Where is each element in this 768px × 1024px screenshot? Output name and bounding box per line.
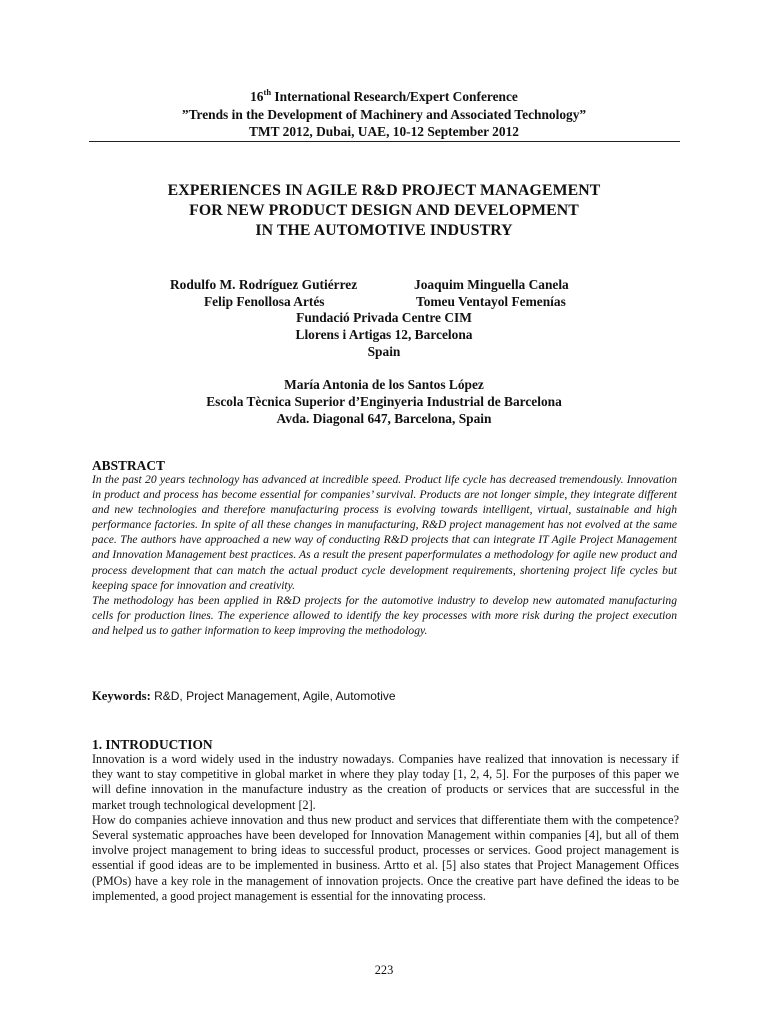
affiliation-1-country: Spain xyxy=(367,344,401,359)
introduction-paragraph-2: How do companies achieve innovation and thus new product and services that differentiate them with the competence? Several systematic approaches have been developed for Innovation Management within companies [4], but all of them involve project management to bring ideas to successful product, processes or services. Good project management is essential if good ideas are to be implemented in business. Artto et al. [5] also states that Project Management Offices (PMOs) have a key role in the management of innovation projects. Once the creative part have defined the ideas to be implemented, a good project management is essential for the innovating process. xyxy=(92,812,679,903)
conference-theme: ”Trends in the Development of Machinery and Associated Technology” xyxy=(181,107,587,122)
author-5: María Antonia de los Santos López xyxy=(284,377,484,392)
author-2: Joaquim Minguella Canela xyxy=(414,277,569,292)
abstract-paragraph-1: In the past 20 years technology has advanced at incredible speed. Product life cycle has decreased tremendously. Innovation in product and process has become essential for companies’ survival. Products are not longer simple, they integrate different and new technologies and therefore manufacturing process is evolving towards intelligent, virtual, sustainable and high performance factories. In spite of all these changes in manufacturing, R&D project management has not evolved at the same pace. The authors have approached a new way of conducting R&D projects that can integrate IT Agile Project Management and Innovation Management best practices. As a result the present paperformulates a methodology for agile new product and process development that can match the actual product cycle development requirements, shortening project life cycles but keeping space for innovation and creativity. xyxy=(92,473,677,592)
abstract-heading: ABSTRACT xyxy=(92,458,165,473)
affiliation-2-name: Escola Tècnica Superior d’Enginyeria Industrial de Barcelona xyxy=(206,394,562,409)
page-number: 223 xyxy=(374,963,394,977)
abstract-body xyxy=(92,472,677,638)
affiliation-2-address: Avda. Diagonal 647, Barcelona, Spain xyxy=(276,411,492,426)
introduction-paragraph-1: Innovation is a word widely used in the industry nowadays. Companies have realized that innovation is necessary if they want to stay competitive in global market in where they play today [1, 2, 4, 5]. For the purposes of this paper we will define innovation in the manufacture industry as the creation of products or services that are successful in the market trough technological development [2]. xyxy=(92,752,679,812)
affiliation-1-name: Fundació Privada Centre CIM xyxy=(296,310,472,325)
conference-venue: TMT 2012, Dubai, UAE, 10-12 September 2012 xyxy=(249,124,519,139)
paper-title-line-2: FOR NEW PRODUCT DESIGN AND DEVELOPMENT xyxy=(189,202,579,219)
conference-edition: 16th International Research/Expert Conference xyxy=(250,86,518,104)
keywords-text: R&D, Project Management, Agile, Automotive xyxy=(150,689,396,703)
author-1: Rodulfo M. Rodríguez Gutiérrez xyxy=(170,277,358,292)
section-heading-introduction: 1. INTRODUCTION xyxy=(92,737,213,752)
edition-superscript: th xyxy=(263,86,272,97)
keywords-label: Keywords: xyxy=(92,689,151,703)
keywords xyxy=(92,688,396,704)
abstract-paragraph-2: The methodology has been applied in R&D projects for the automotive industry to develop new automated manufacturing cells for production lines. The experience allowed to identify the key processes with more risk during the project execution and helped us to gather information to keep improving the methodology. xyxy=(92,593,677,637)
introduction-body xyxy=(92,752,679,904)
author-4: Tomeu Ventayol Femenías xyxy=(416,294,566,309)
header-rule xyxy=(89,141,680,142)
paper-title-line-3: IN THE AUTOMOTIVE INDUSTRY xyxy=(255,222,513,239)
affiliation-1-address: Llorens i Artigas 12, Barcelona xyxy=(295,327,473,342)
author-3: Felip Fenollosa Artés xyxy=(204,294,325,309)
paper-title-line-1: EXPERIENCES IN AGILE R&D PROJECT MANAGEMENT xyxy=(167,182,601,199)
